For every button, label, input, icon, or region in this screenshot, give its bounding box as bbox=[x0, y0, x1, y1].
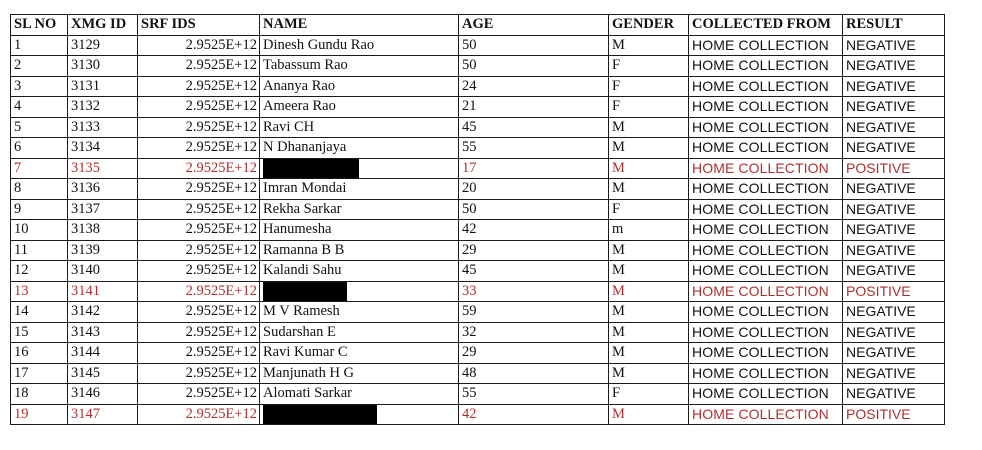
cell-gender: M bbox=[609, 302, 689, 323]
cell-name bbox=[260, 158, 459, 179]
cell-gender: F bbox=[609, 76, 689, 97]
cell-result: NEGATIVE bbox=[843, 343, 945, 364]
cell-result: NEGATIVE bbox=[843, 220, 945, 241]
cell-gender: M bbox=[609, 158, 689, 179]
cell-xmg-id: 3131 bbox=[68, 76, 138, 97]
cell-name: Alomati Sarkar bbox=[260, 384, 459, 405]
cell-collected-from: HOME COLLECTION bbox=[689, 158, 843, 179]
redaction-box bbox=[263, 405, 377, 424]
cell-result: NEGATIVE bbox=[843, 76, 945, 97]
table-row bbox=[11, 199, 945, 220]
cell-srf-id: 2.9525E+12 bbox=[138, 56, 260, 77]
cell-gender: M bbox=[609, 179, 689, 200]
cell-xmg-id: 3134 bbox=[68, 138, 138, 159]
cell-result: NEGATIVE bbox=[843, 199, 945, 220]
cell-name: Imran Mondai bbox=[260, 179, 459, 200]
cell-name: M V Ramesh bbox=[260, 302, 459, 323]
table-row bbox=[11, 281, 945, 302]
cell-collected-from: HOME COLLECTION bbox=[689, 117, 843, 138]
redaction-box bbox=[263, 282, 347, 301]
cell-collected-from: HOME COLLECTION bbox=[689, 138, 843, 159]
table-row bbox=[11, 179, 945, 200]
cell-srf-id: 2.9525E+12 bbox=[138, 302, 260, 323]
cell-gender: M bbox=[609, 281, 689, 302]
cell-srf-id: 2.9525E+12 bbox=[138, 343, 260, 364]
cell-sl-no: 16 bbox=[11, 343, 68, 364]
cell-xmg-id: 3137 bbox=[68, 199, 138, 220]
cell-age: 50 bbox=[459, 199, 609, 220]
cell-collected-from: HOME COLLECTION bbox=[689, 363, 843, 384]
table-row bbox=[11, 220, 945, 241]
cell-srf-id: 2.9525E+12 bbox=[138, 220, 260, 241]
cell-sl-no: 17 bbox=[11, 363, 68, 384]
cell-gender: M bbox=[609, 404, 689, 425]
cell-sl-no: 9 bbox=[11, 199, 68, 220]
cell-age: 55 bbox=[459, 138, 609, 159]
cell-xmg-id: 3146 bbox=[68, 384, 138, 405]
cell-age: 20 bbox=[459, 179, 609, 200]
cell-sl-no: 15 bbox=[11, 322, 68, 343]
cell-result: NEGATIVE bbox=[843, 261, 945, 282]
cell-xmg-id: 3133 bbox=[68, 117, 138, 138]
cell-result: POSITIVE bbox=[843, 404, 945, 425]
cell-name: Rekha Sarkar bbox=[260, 199, 459, 220]
cell-gender: M bbox=[609, 117, 689, 138]
cell-xmg-id: 3138 bbox=[68, 220, 138, 241]
cell-srf-id: 2.9525E+12 bbox=[138, 261, 260, 282]
cell-sl-no: 5 bbox=[11, 117, 68, 138]
cell-name: Ramanna B B bbox=[260, 240, 459, 261]
cell-collected-from: HOME COLLECTION bbox=[689, 322, 843, 343]
header-result: RESULT bbox=[843, 15, 945, 36]
header-name: NAME bbox=[260, 15, 459, 36]
cell-age: 21 bbox=[459, 97, 609, 118]
cell-collected-from: HOME COLLECTION bbox=[689, 240, 843, 261]
cell-name: Ravi CH bbox=[260, 117, 459, 138]
header-xmg-id: XMG ID bbox=[68, 15, 138, 36]
cell-name: Ananya Rao bbox=[260, 76, 459, 97]
cell-age: 32 bbox=[459, 322, 609, 343]
cell-name: Manjunath H G bbox=[260, 363, 459, 384]
cell-name: Sudarshan E bbox=[260, 322, 459, 343]
cell-gender: M bbox=[609, 322, 689, 343]
table-row bbox=[11, 158, 945, 179]
cell-xmg-id: 3139 bbox=[68, 240, 138, 261]
cell-result: NEGATIVE bbox=[843, 363, 945, 384]
cell-sl-no: 12 bbox=[11, 261, 68, 282]
cell-collected-from: HOME COLLECTION bbox=[689, 302, 843, 323]
table-row bbox=[11, 117, 945, 138]
cell-age: 50 bbox=[459, 35, 609, 56]
cell-name bbox=[260, 404, 459, 425]
cell-srf-id: 2.9525E+12 bbox=[138, 179, 260, 200]
table-body bbox=[11, 35, 945, 425]
cell-age: 59 bbox=[459, 302, 609, 323]
cell-gender: F bbox=[609, 384, 689, 405]
cell-age: 29 bbox=[459, 240, 609, 261]
cell-collected-from: HOME COLLECTION bbox=[689, 35, 843, 56]
cell-result: NEGATIVE bbox=[843, 384, 945, 405]
cell-sl-no: 2 bbox=[11, 56, 68, 77]
cell-gender: F bbox=[609, 199, 689, 220]
table-row bbox=[11, 261, 945, 282]
cell-collected-from: HOME COLLECTION bbox=[689, 220, 843, 241]
table-row bbox=[11, 240, 945, 261]
cell-result: NEGATIVE bbox=[843, 240, 945, 261]
cell-age: 42 bbox=[459, 220, 609, 241]
cell-srf-id: 2.9525E+12 bbox=[138, 158, 260, 179]
cell-sl-no: 11 bbox=[11, 240, 68, 261]
cell-collected-from: HOME COLLECTION bbox=[689, 76, 843, 97]
cell-collected-from: HOME COLLECTION bbox=[689, 179, 843, 200]
cell-xmg-id: 3144 bbox=[68, 343, 138, 364]
cell-xmg-id: 3147 bbox=[68, 404, 138, 425]
cell-xmg-id: 3140 bbox=[68, 261, 138, 282]
header-sl-no: SL NO bbox=[11, 15, 68, 36]
cell-xmg-id: 3129 bbox=[68, 35, 138, 56]
cell-age: 55 bbox=[459, 384, 609, 405]
cell-srf-id: 2.9525E+12 bbox=[138, 199, 260, 220]
cell-result: NEGATIVE bbox=[843, 179, 945, 200]
table-row bbox=[11, 56, 945, 77]
cell-srf-id: 2.9525E+12 bbox=[138, 138, 260, 159]
cell-result: POSITIVE bbox=[843, 158, 945, 179]
cell-result: NEGATIVE bbox=[843, 56, 945, 77]
cell-name: Ameera Rao bbox=[260, 97, 459, 118]
cell-xmg-id: 3143 bbox=[68, 322, 138, 343]
cell-name: N Dhananjaya bbox=[260, 138, 459, 159]
cell-gender: F bbox=[609, 97, 689, 118]
header-age: AGE bbox=[459, 15, 609, 36]
cell-collected-from: HOME COLLECTION bbox=[689, 56, 843, 77]
cell-srf-id: 2.9525E+12 bbox=[138, 117, 260, 138]
cell-srf-id: 2.9525E+12 bbox=[138, 363, 260, 384]
cell-name: Dinesh Gundu Rao bbox=[260, 35, 459, 56]
table-row bbox=[11, 138, 945, 159]
cell-sl-no: 4 bbox=[11, 97, 68, 118]
cell-sl-no: 1 bbox=[11, 35, 68, 56]
cell-age: 33 bbox=[459, 281, 609, 302]
cell-collected-from: HOME COLLECTION bbox=[689, 281, 843, 302]
cell-gender: F bbox=[609, 56, 689, 77]
cell-gender: M bbox=[609, 35, 689, 56]
cell-xmg-id: 3136 bbox=[68, 179, 138, 200]
cell-gender: m bbox=[609, 220, 689, 241]
cell-xmg-id: 3130 bbox=[68, 56, 138, 77]
cell-collected-from: HOME COLLECTION bbox=[689, 404, 843, 425]
cell-result: NEGATIVE bbox=[843, 322, 945, 343]
cell-name: Hanumesha bbox=[260, 220, 459, 241]
cell-age: 29 bbox=[459, 343, 609, 364]
cell-gender: M bbox=[609, 138, 689, 159]
cell-age: 42 bbox=[459, 404, 609, 425]
cell-sl-no: 6 bbox=[11, 138, 68, 159]
cell-gender: M bbox=[609, 261, 689, 282]
header-row bbox=[11, 15, 945, 36]
cell-name: Kalandi Sahu bbox=[260, 261, 459, 282]
cell-collected-from: HOME COLLECTION bbox=[689, 261, 843, 282]
cell-sl-no: 14 bbox=[11, 302, 68, 323]
cell-srf-id: 2.9525E+12 bbox=[138, 97, 260, 118]
table-row bbox=[11, 35, 945, 56]
cell-sl-no: 3 bbox=[11, 76, 68, 97]
cell-srf-id: 2.9525E+12 bbox=[138, 281, 260, 302]
cell-srf-id: 2.9525E+12 bbox=[138, 384, 260, 405]
cell-result: NEGATIVE bbox=[843, 35, 945, 56]
header-gender: GENDER bbox=[609, 15, 689, 36]
cell-age: 45 bbox=[459, 117, 609, 138]
cell-age: 48 bbox=[459, 363, 609, 384]
cell-srf-id: 2.9525E+12 bbox=[138, 240, 260, 261]
cell-age: 45 bbox=[459, 261, 609, 282]
cell-srf-id: 2.9525E+12 bbox=[138, 404, 260, 425]
cell-gender: M bbox=[609, 343, 689, 364]
cell-srf-id: 2.9525E+12 bbox=[138, 76, 260, 97]
test-results-table bbox=[10, 14, 945, 425]
results-sheet bbox=[10, 14, 944, 425]
table-row bbox=[11, 363, 945, 384]
cell-collected-from: HOME COLLECTION bbox=[689, 343, 843, 364]
cell-name: Tabassum Rao bbox=[260, 56, 459, 77]
cell-collected-from: HOME COLLECTION bbox=[689, 97, 843, 118]
cell-collected-from: HOME COLLECTION bbox=[689, 199, 843, 220]
cell-age: 50 bbox=[459, 56, 609, 77]
cell-sl-no: 8 bbox=[11, 179, 68, 200]
table-row bbox=[11, 302, 945, 323]
cell-gender: M bbox=[609, 240, 689, 261]
cell-age: 17 bbox=[459, 158, 609, 179]
cell-xmg-id: 3132 bbox=[68, 97, 138, 118]
table-row bbox=[11, 384, 945, 405]
cell-sl-no: 18 bbox=[11, 384, 68, 405]
cell-name: Ravi Kumar C bbox=[260, 343, 459, 364]
cell-sl-no: 19 bbox=[11, 404, 68, 425]
cell-name bbox=[260, 281, 459, 302]
table-row bbox=[11, 322, 945, 343]
table-row bbox=[11, 343, 945, 364]
cell-srf-id: 2.9525E+12 bbox=[138, 35, 260, 56]
table-row bbox=[11, 97, 945, 118]
table-row bbox=[11, 76, 945, 97]
cell-collected-from: HOME COLLECTION bbox=[689, 384, 843, 405]
redaction-box bbox=[263, 159, 359, 178]
cell-result: NEGATIVE bbox=[843, 97, 945, 118]
table-row bbox=[11, 404, 945, 425]
cell-xmg-id: 3135 bbox=[68, 158, 138, 179]
cell-age: 24 bbox=[459, 76, 609, 97]
cell-gender: M bbox=[609, 363, 689, 384]
cell-xmg-id: 3141 bbox=[68, 281, 138, 302]
cell-result: NEGATIVE bbox=[843, 117, 945, 138]
cell-srf-id: 2.9525E+12 bbox=[138, 322, 260, 343]
cell-xmg-id: 3145 bbox=[68, 363, 138, 384]
cell-sl-no: 13 bbox=[11, 281, 68, 302]
cell-xmg-id: 3142 bbox=[68, 302, 138, 323]
header-collected-from: COLLECTED FROM bbox=[689, 15, 843, 36]
cell-result: NEGATIVE bbox=[843, 302, 945, 323]
cell-result: NEGATIVE bbox=[843, 138, 945, 159]
header-srf-ids: SRF IDS bbox=[138, 15, 260, 36]
cell-result: POSITIVE bbox=[843, 281, 945, 302]
cell-sl-no: 10 bbox=[11, 220, 68, 241]
cell-sl-no: 7 bbox=[11, 158, 68, 179]
